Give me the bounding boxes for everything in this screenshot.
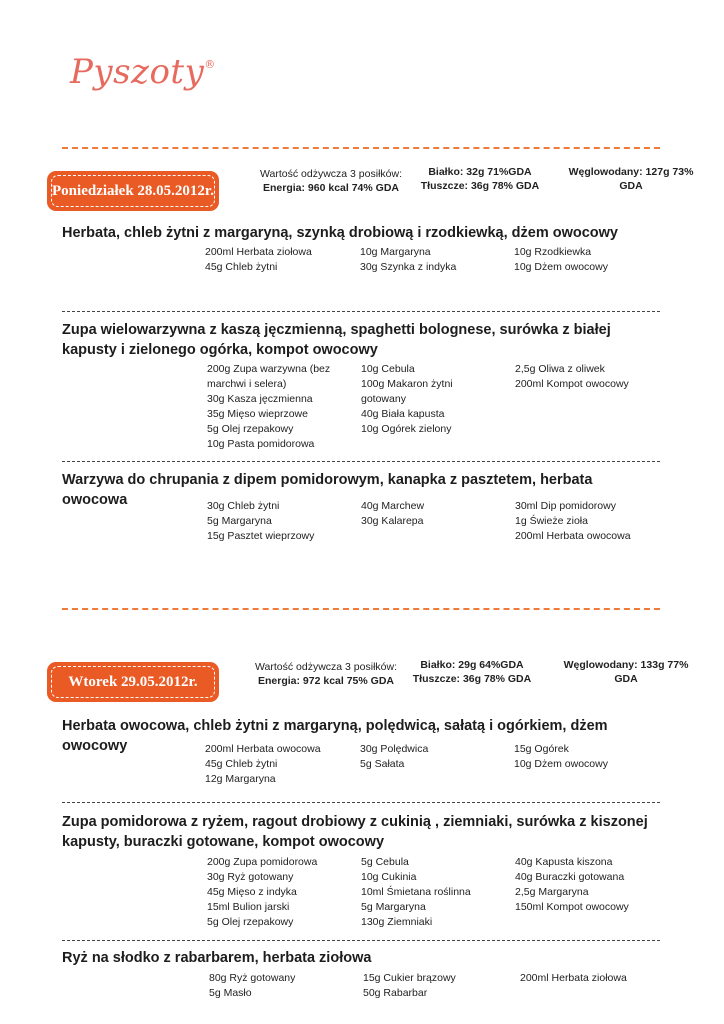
ingredient: 1g Świeże zioła bbox=[515, 515, 588, 527]
ingredient: 15g Pasztet wieprzowy bbox=[207, 530, 315, 542]
ingredient: 200g Zupa warzywna (bez marchwi i selera) bbox=[207, 363, 331, 390]
nutrition-protein-fat: Białko: 32g 71%GDA Tłuszcze: 36g 78% GDA bbox=[420, 166, 540, 192]
ingredient: 5g Olej rzepakowy bbox=[207, 423, 294, 435]
day-badge-tuesday bbox=[47, 662, 219, 702]
ingredient: 200ml Herbata ziołowa bbox=[205, 246, 312, 258]
nutrition-carbs: Węglowodany: 133g 77% GDA bbox=[563, 659, 689, 685]
ingredient: 35g Mięso wieprzowe bbox=[207, 408, 308, 420]
ingredient: 10g Cukinia bbox=[361, 871, 417, 883]
ingredient: 150ml Kompot owocowy bbox=[515, 901, 629, 913]
ingredients-col-1 bbox=[207, 855, 352, 930]
ingredient: 5g Margaryna bbox=[207, 515, 272, 527]
ingredients-col-2 bbox=[361, 499, 506, 529]
ingredient: 200g Zupa pomidorowa bbox=[207, 856, 318, 868]
ingredients-col-3 bbox=[514, 245, 659, 275]
ingredient: 10g Cebula bbox=[361, 363, 415, 375]
ingredient: 30g Chleb żytni bbox=[207, 500, 280, 512]
ingredient: 45g Mięso z indyka bbox=[207, 886, 297, 898]
ingredient: 10g Ogórek zielony bbox=[361, 423, 452, 435]
ingredient: 45g Chleb żytni bbox=[205, 261, 278, 273]
registered-mark: ® bbox=[204, 58, 216, 71]
ingredient: 5g Masło bbox=[209, 987, 252, 999]
separator bbox=[62, 940, 660, 941]
separator bbox=[62, 802, 660, 803]
ingredients-col-2 bbox=[360, 245, 505, 275]
ingredient: 5g Sałata bbox=[360, 758, 405, 770]
separator bbox=[62, 311, 660, 312]
ingredient: 30g Szynka z indyka bbox=[360, 261, 457, 273]
day-label: Wtorek 29.05.2012r. bbox=[68, 673, 198, 690]
ingredients-col-2 bbox=[361, 855, 506, 930]
ingredient: 50g Rabarbar bbox=[363, 987, 428, 999]
ingredients-col-2 bbox=[360, 742, 505, 772]
nutrition-carbs: Węglowodany: 127g 73% GDA bbox=[568, 166, 694, 192]
meal-title: Zupa wielowarzywna z kaszą jęczmienną, spaghetti bolognese, surówka z białej kapusty i zielonego ogórka, kompot owocowy bbox=[62, 322, 611, 358]
ingredient: 10ml Śmietana roślinna bbox=[361, 886, 471, 898]
nutrition-energy: Wartość odżywcza 3 posiłków: Energia: 960 kcal 74% GDA bbox=[260, 168, 402, 194]
ingredient: 80g Ryż gotowany bbox=[209, 972, 296, 984]
ingredients-col-1 bbox=[207, 362, 352, 452]
ingredient: 40g Biała kapusta bbox=[361, 408, 445, 420]
ingredient: 30ml Dip pomidorowy bbox=[515, 500, 616, 512]
nutrition-energy: Wartość odżywcza 3 posiłków: Energia: 972 kcal 75% GDA bbox=[255, 661, 397, 687]
separator bbox=[62, 608, 660, 610]
ingredient: 40g Buraczki gotowana bbox=[515, 871, 625, 883]
ingredient: 10g Pasta pomidorowa bbox=[207, 438, 315, 450]
ingredient: 5g Olej rzepakowy bbox=[207, 916, 294, 928]
ingredient: 10g Rzodkiewka bbox=[514, 246, 592, 258]
day-label: Poniedziałek 28.05.2012r. bbox=[52, 182, 214, 199]
ingredient: 200ml Herbata owocowa bbox=[515, 530, 631, 542]
meal-title: Ryż na słodko z rabarbarem, herbata ziołowa bbox=[62, 950, 372, 966]
ingredient: 15g Ogórek bbox=[514, 743, 569, 755]
ingredient: 30g Polędwica bbox=[360, 743, 429, 755]
ingredient: 2,5g Margaryna bbox=[515, 886, 589, 898]
ingredients-col-1 bbox=[207, 499, 352, 544]
ingredient: 5g Cebula bbox=[361, 856, 409, 868]
ingredients-col-3 bbox=[514, 742, 659, 772]
meal-title: Herbata owocowa, chleb żytni z margaryną, polędwicą, sałatą i ogórkiem, dżem owocowy bbox=[62, 718, 608, 754]
ingredient: 12g Margaryna bbox=[205, 773, 276, 785]
ingredients-col-3 bbox=[520, 971, 665, 986]
ingredients-col-2 bbox=[363, 971, 508, 1001]
ingredient: 30g Kalarepa bbox=[361, 515, 424, 527]
ingredient: 15g Cukier brązowy bbox=[363, 972, 456, 984]
ingredient: 15ml Bulion jarski bbox=[207, 901, 290, 913]
separator bbox=[62, 461, 660, 462]
ingredient: 45g Chleb żytni bbox=[205, 758, 278, 770]
ingredient: 40g Marchew bbox=[361, 500, 425, 512]
brand-name: Pyszoty bbox=[70, 52, 205, 92]
nutrition-protein-fat: Białko: 29g 64%GDA Tłuszcze: 36g 78% GDA bbox=[412, 659, 532, 685]
ingredient: 10g Dżem owocowy bbox=[514, 758, 608, 770]
ingredients-col-3 bbox=[515, 855, 660, 915]
ingredients-col-1 bbox=[205, 742, 350, 787]
separator bbox=[62, 147, 660, 149]
day-badge-monday bbox=[47, 171, 219, 211]
brand-logo bbox=[70, 52, 216, 92]
meal-title: Zupa pomidorowa z ryżem, ragout drobiowy z cukinią , ziemniaki, surówka z kiszonej kapusty, buraczki gotowane, kompot owocowy bbox=[62, 814, 648, 850]
ingredient: 5g Margaryna bbox=[361, 901, 426, 913]
meal-title: Warzywa do chrupania z dipem pomidorowym, kanapka z pasztetem, herbata owocowa bbox=[62, 472, 593, 508]
ingredient: 200ml Herbata owocowa bbox=[205, 743, 321, 755]
ingredient: 10g Margaryna bbox=[360, 246, 431, 258]
ingredients-col-2 bbox=[361, 362, 476, 437]
ingredients-col-1 bbox=[205, 245, 350, 275]
ingredient: 130g Ziemniaki bbox=[361, 916, 433, 928]
ingredient: 30g Kasza jęczmienna bbox=[207, 393, 313, 405]
ingredient: 200ml Herbata ziołowa bbox=[520, 972, 627, 984]
ingredients-col-3 bbox=[515, 499, 660, 544]
meal-title: Herbata, chleb żytni z margaryną, szynką drobiową i rzodkiewką, dżem owocowy bbox=[62, 225, 618, 241]
ingredient: 10g Dżem owocowy bbox=[514, 261, 608, 273]
ingredient: 100g Makaron żytni gotowany bbox=[361, 378, 453, 405]
ingredient: 200ml Kompot owocowy bbox=[515, 378, 629, 390]
ingredient: 30g Ryż gotowany bbox=[207, 871, 294, 883]
ingredient: 2,5g Oliwa z oliwek bbox=[515, 363, 605, 375]
ingredients-col-3 bbox=[515, 362, 660, 392]
ingredient: 40g Kapusta kiszona bbox=[515, 856, 613, 868]
ingredients-col-1 bbox=[209, 971, 354, 1001]
